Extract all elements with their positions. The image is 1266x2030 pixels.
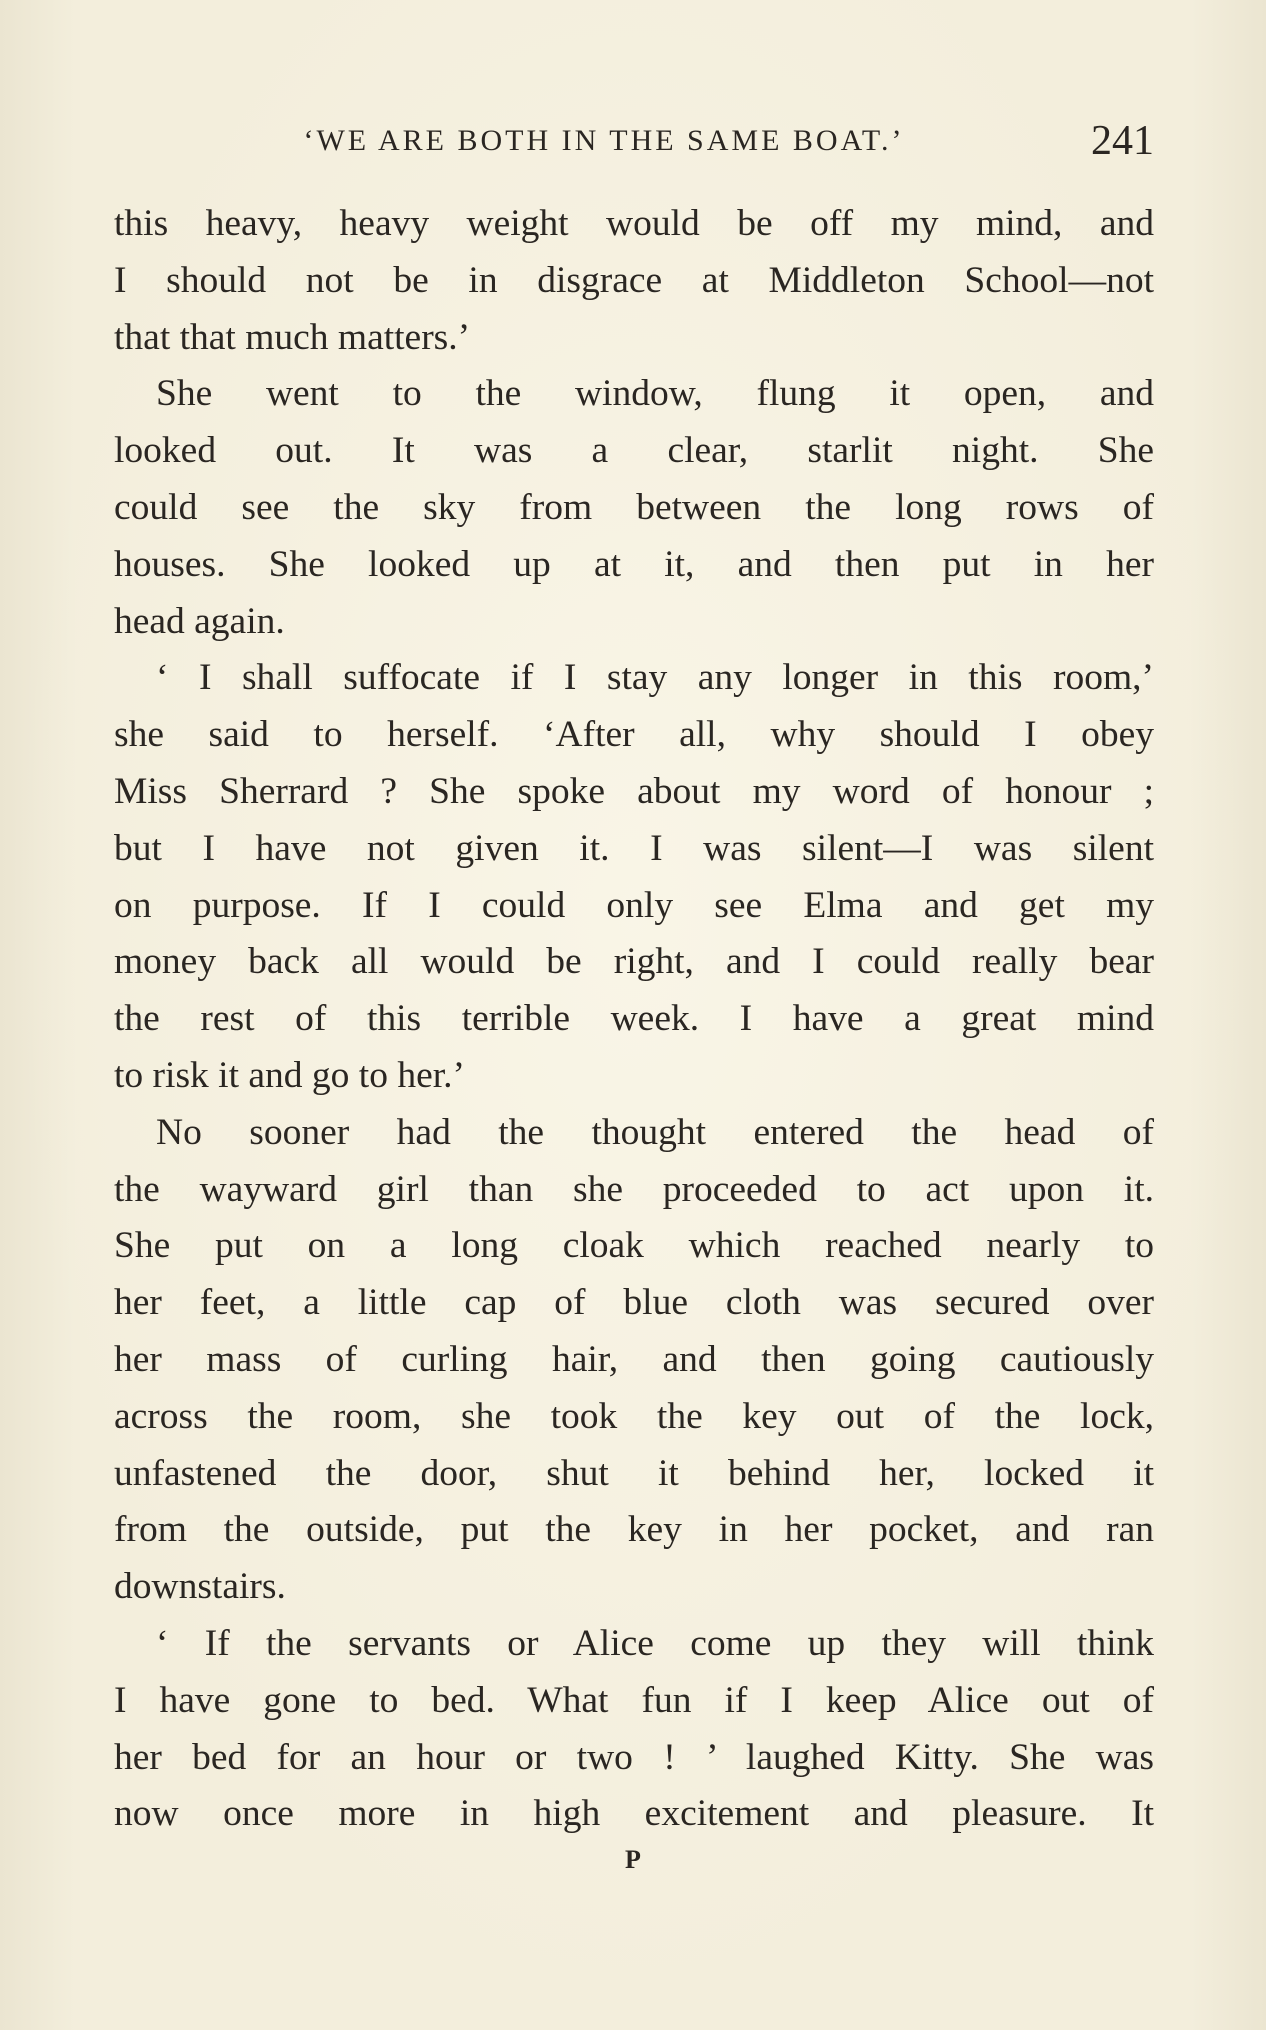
paragraph	[114, 1105, 1154, 1616]
text-line: She put on a long cloak which reached nearly to	[114, 1225, 1154, 1267]
page-number: 241	[1091, 118, 1154, 164]
text-line: money back all would be right, and I could really bear	[114, 941, 1154, 983]
text-line: the rest of this terrible week. I have a great mind	[114, 998, 1154, 1040]
body-text	[114, 196, 1154, 1843]
text-line: unfastened the door, shut it behind her, locked it	[114, 1452, 1154, 1494]
text-line: she said to herself. ‘After all, why should I obey	[114, 714, 1154, 756]
paragraph	[114, 196, 1154, 366]
text-line: on purpose. If I could only see Elma and get my	[114, 884, 1154, 926]
text-line: downstairs.	[114, 1566, 286, 1608]
text-line: her mass of curling hair, and then going cautiously	[114, 1338, 1154, 1380]
text-line: that that much matters.’	[114, 316, 471, 358]
paragraph	[114, 650, 1154, 1104]
signature-letter: P	[625, 1845, 641, 1874]
text-line: from the outside, put the key in her pocket, and ran	[114, 1509, 1154, 1551]
text-line: She went to the window, flung it open, and	[156, 373, 1154, 415]
text-line: this heavy, heavy weight would be off my mind, and	[114, 203, 1154, 244]
text-line: to risk it and go to her.’	[114, 1054, 465, 1096]
text-line: I have gone to bed. What fun if I keep Alice out of	[114, 1679, 1154, 1721]
paragraph	[114, 1616, 1154, 1843]
text-line: ‘ If the servants or Alice come up they will think	[156, 1622, 1154, 1664]
text-line: her bed for an hour or two ! ’ laughed Kitty. She was	[114, 1736, 1154, 1778]
text-line: looked out. It was a clear, starlit night. She	[114, 430, 1154, 472]
text-line: but I have not given it. I was silent—I was silent	[114, 827, 1154, 869]
text-line: Miss Sherrard ? She spoke about my word of honour ;	[114, 770, 1154, 812]
running-head	[114, 116, 1154, 166]
text-line: ‘ I shall suffocate if I stay any longer in this room,’	[156, 657, 1154, 699]
text-line: No sooner had the thought entered the head of	[156, 1111, 1154, 1153]
running-title: ‘WE ARE BOTH IN THE SAME BOAT.’	[303, 124, 905, 157]
text-line: head again.	[114, 600, 285, 642]
text-line: could see the sky from between the long rows of	[114, 486, 1154, 528]
text-line: across the room, she took the key out of the lock,	[114, 1395, 1154, 1437]
text-line: now once more in high excitement and pleasure. It	[114, 1793, 1154, 1835]
paragraph	[114, 366, 1154, 650]
signature-mark	[0, 1840, 1266, 1880]
text-line: I should not be in disgrace at Middleton School—not	[114, 259, 1154, 301]
text-line: her feet, a little cap of blue cloth was secured over	[114, 1282, 1154, 1324]
text-line: houses. She looked up at it, and then put in her	[114, 543, 1154, 585]
text-line: the wayward girl than she proceeded to act upon it.	[114, 1168, 1154, 1210]
